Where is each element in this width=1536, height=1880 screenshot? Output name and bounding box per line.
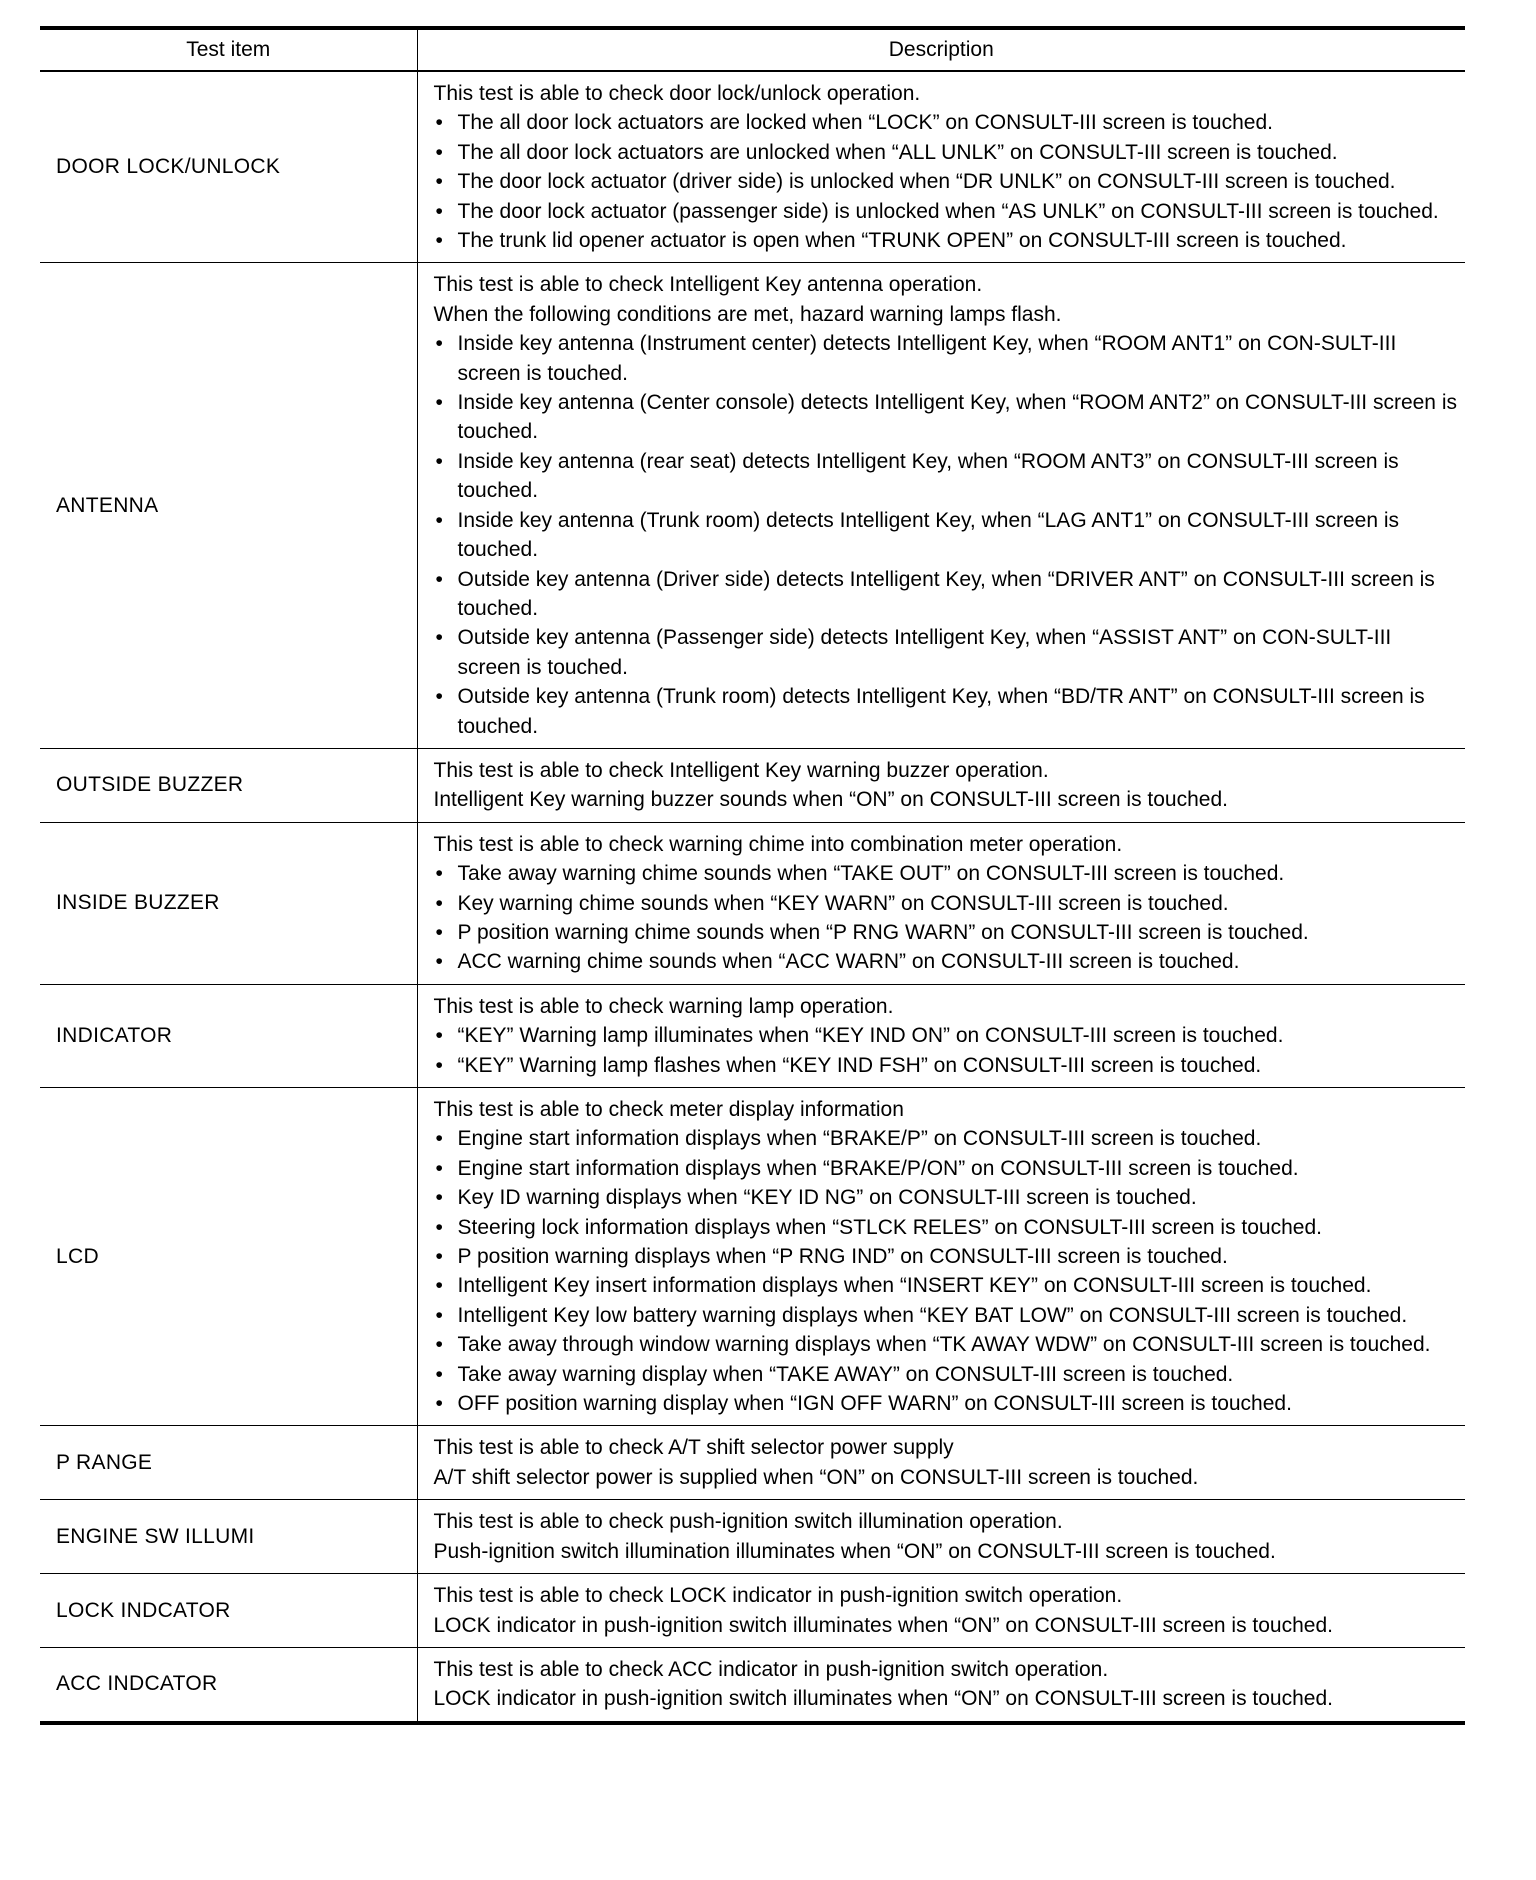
description-line: This test is able to check door lock/unlock operation. [433,82,921,105]
description-line: This test is able to check meter display information [433,1098,904,1121]
test-item-cell: ANTENNA [40,263,417,749]
table-row [40,984,1465,1087]
description-line: Push-ignition switch illumination illuminates when “ON” on CONSULT-III screen is touched. [433,1539,1276,1563]
description-bullet: • The door lock actuator (passenger side) is unlocked when “AS UNLK” on CONSULT-III screen is touched. [434,197,1460,226]
description-bullet: • Inside key antenna (Trunk room) detects Intelligent Key, when “LAG ANT1” on CONSULT-III screen is touched. [434,506,1460,565]
description-cell [417,71,1465,263]
description-cell [417,1426,1465,1500]
description-bullet: • Take away warning display when “TAKE AWAY” on CONSULT-III screen is touched. [434,1360,1460,1389]
description-line: Intelligent Key warning buzzer sounds when “ON” on CONSULT-III screen is touched. [433,788,1228,812]
description-line: LOCK indicator in push-ignition switch illuminates when “ON” on CONSULT-III screen is touched. [433,1613,1333,1637]
table-header-row [40,28,1465,71]
description-line: This test is able to check Intelligent Key antenna operation. [433,273,983,297]
description-bullet: • Engine start information displays when “BRAKE/P/ON” on CONSULT-III screen is touched. [434,1154,1460,1183]
test-item-cell: LCD [40,1088,417,1426]
description-bullet: • The trunk lid opener actuator is open when “TRUNK OPEN” on CONSULT-III screen is touched. [434,226,1460,255]
description-cell [417,263,1465,749]
description-bullet: • Inside key antenna (Center console) detects Intelligent Key, when “ROOM ANT2” on CONSULT-III screen is touched. [434,388,1460,447]
description-bullet: • OFF position warning display when “IGN OFF WARN” on CONSULT-III screen is touched. [434,1389,1460,1418]
header-test-item: Test item [40,28,417,71]
description-bullet: • Key ID warning displays when “KEY ID NG” on CONSULT-III screen is touched. [434,1183,1460,1212]
test-item-table [40,26,1465,1725]
description-cell [417,748,1465,822]
description-bullet: • Outside key antenna (Trunk room) detects Intelligent Key, when “BD/TR ANT” on CONSULT-III screen is touched. [434,682,1460,741]
table-row [40,1500,1465,1574]
description-cell [417,984,1465,1087]
test-item-cell: LOCK INDCATOR [40,1574,417,1648]
description-bullet: • Steering lock information displays when “STLCK RELES” on CONSULT-III screen is touched. [434,1213,1460,1242]
table-row [40,748,1465,822]
description-bullet: • P position warning chime sounds when “P RNG WARN” on CONSULT-III screen is touched. [434,918,1460,947]
description-bullet: • “KEY” Warning lamp illuminates when “KEY IND ON” on CONSULT-III screen is touched. [434,1021,1460,1050]
description-line: LOCK indicator in push-ignition switch illuminates when “ON” on CONSULT-III screen is touched. [433,1687,1333,1711]
description-bullet: • The all door lock actuators are locked when “LOCK” on CONSULT-III screen is touched. [434,108,1460,137]
table-body [40,71,1465,1723]
description-bullet: • P position warning displays when “P RNG IND” on CONSULT-III screen is touched. [434,1242,1460,1271]
description-bullet: • ACC warning chime sounds when “ACC WARN” on CONSULT-III screen is touched. [434,947,1460,976]
description-bullet: • The door lock actuator (driver side) is unlocked when “DR UNLK” on CONSULT-III screen is touched. [434,167,1460,196]
description-bullet: • Take away through window warning displays when “TK AWAY WDW” on CONSULT-III screen is touched. [434,1330,1460,1359]
table-row [40,71,1465,263]
test-item-cell: ENGINE SW ILLUMI [40,1500,417,1574]
table-row [40,1426,1465,1500]
description-bullet: • The all door lock actuators are unlocked when “ALL UNLK” on CONSULT-III screen is touched. [434,138,1460,167]
description-line: This test is able to check warning lamp operation. [433,994,894,1018]
description-bullet: • Intelligent Key low battery warning displays when “KEY BAT LOW” on CONSULT-III screen is touched. [434,1301,1460,1330]
description-line: This test is able to check A/T shift selector power supply [433,1436,954,1460]
description-bullet: • Intelligent Key insert information displays when “INSERT KEY” on CONSULT-III screen is touched. [434,1271,1460,1300]
table-row [40,1647,1465,1722]
description-bullet: • Inside key antenna (Instrument center) detects Intelligent Key, when “ROOM ANT1” on CON-SULT-III screen is touched. [434,329,1460,388]
description-cell [417,1574,1465,1648]
description-bullet: • Key warning chime sounds when “KEY WARN” on CONSULT-III screen is touched. [434,889,1460,918]
description-bullet: • Engine start information displays when “BRAKE/P” on CONSULT-III screen is touched. [434,1124,1460,1153]
test-item-cell: INSIDE BUZZER [40,822,417,984]
test-item-cell: OUTSIDE BUZZER [40,748,417,822]
description-bullet: • Inside key antenna (rear seat) detects Intelligent Key, when “ROOM ANT3” on CONSULT-III screen is touched. [434,447,1460,506]
description-cell [417,822,1465,984]
table-row [40,1574,1465,1648]
table-row [40,263,1465,749]
test-item-cell: P RANGE [40,1426,417,1500]
test-item-table-container [40,26,1465,1725]
table-row [40,1088,1465,1426]
test-item-cell: ACC INDCATOR [40,1647,417,1722]
description-cell [417,1647,1465,1722]
description-line: This test is able to check push-ignition switch illumination operation. [433,1510,1063,1534]
test-item-cell: DOOR LOCK/UNLOCK [40,71,417,263]
description-line: This test is able to check ACC indicator in push-ignition switch operation. [433,1657,1109,1681]
description-line: This test is able to check warning chime into combination meter operation. [433,832,1123,856]
description-cell [417,1088,1465,1426]
test-item-cell: INDICATOR [40,984,417,1087]
description-line: This test is able to check Intelligent Key warning buzzer operation. [433,758,1049,782]
description-bullet: • Outside key antenna (Passenger side) detects Intelligent Key, when “ASSIST ANT” on CON-SULT-III screen is touched. [434,623,1460,682]
description-bullet: • “KEY” Warning lamp flashes when “KEY IND FSH” on CONSULT-III screen is touched. [434,1051,1460,1080]
header-description: Description [417,28,1465,71]
description-bullet: • Outside key antenna (Driver side) detects Intelligent Key, when “DRIVER ANT” on CONSULT-III screen is touched. [434,565,1460,624]
description-line: This test is able to check LOCK indicator in push-ignition switch operation. [433,1584,1123,1608]
description-line: A/T shift selector power is supplied when “ON” on CONSULT-III screen is touched. [433,1465,1199,1489]
description-cell [417,1500,1465,1574]
table-row [40,822,1465,984]
description-line: When the following conditions are met, hazard warning lamps flash. [433,302,1062,326]
description-bullet: • Take away warning chime sounds when “TAKE OUT” on CONSULT-III screen is touched. [434,859,1460,888]
